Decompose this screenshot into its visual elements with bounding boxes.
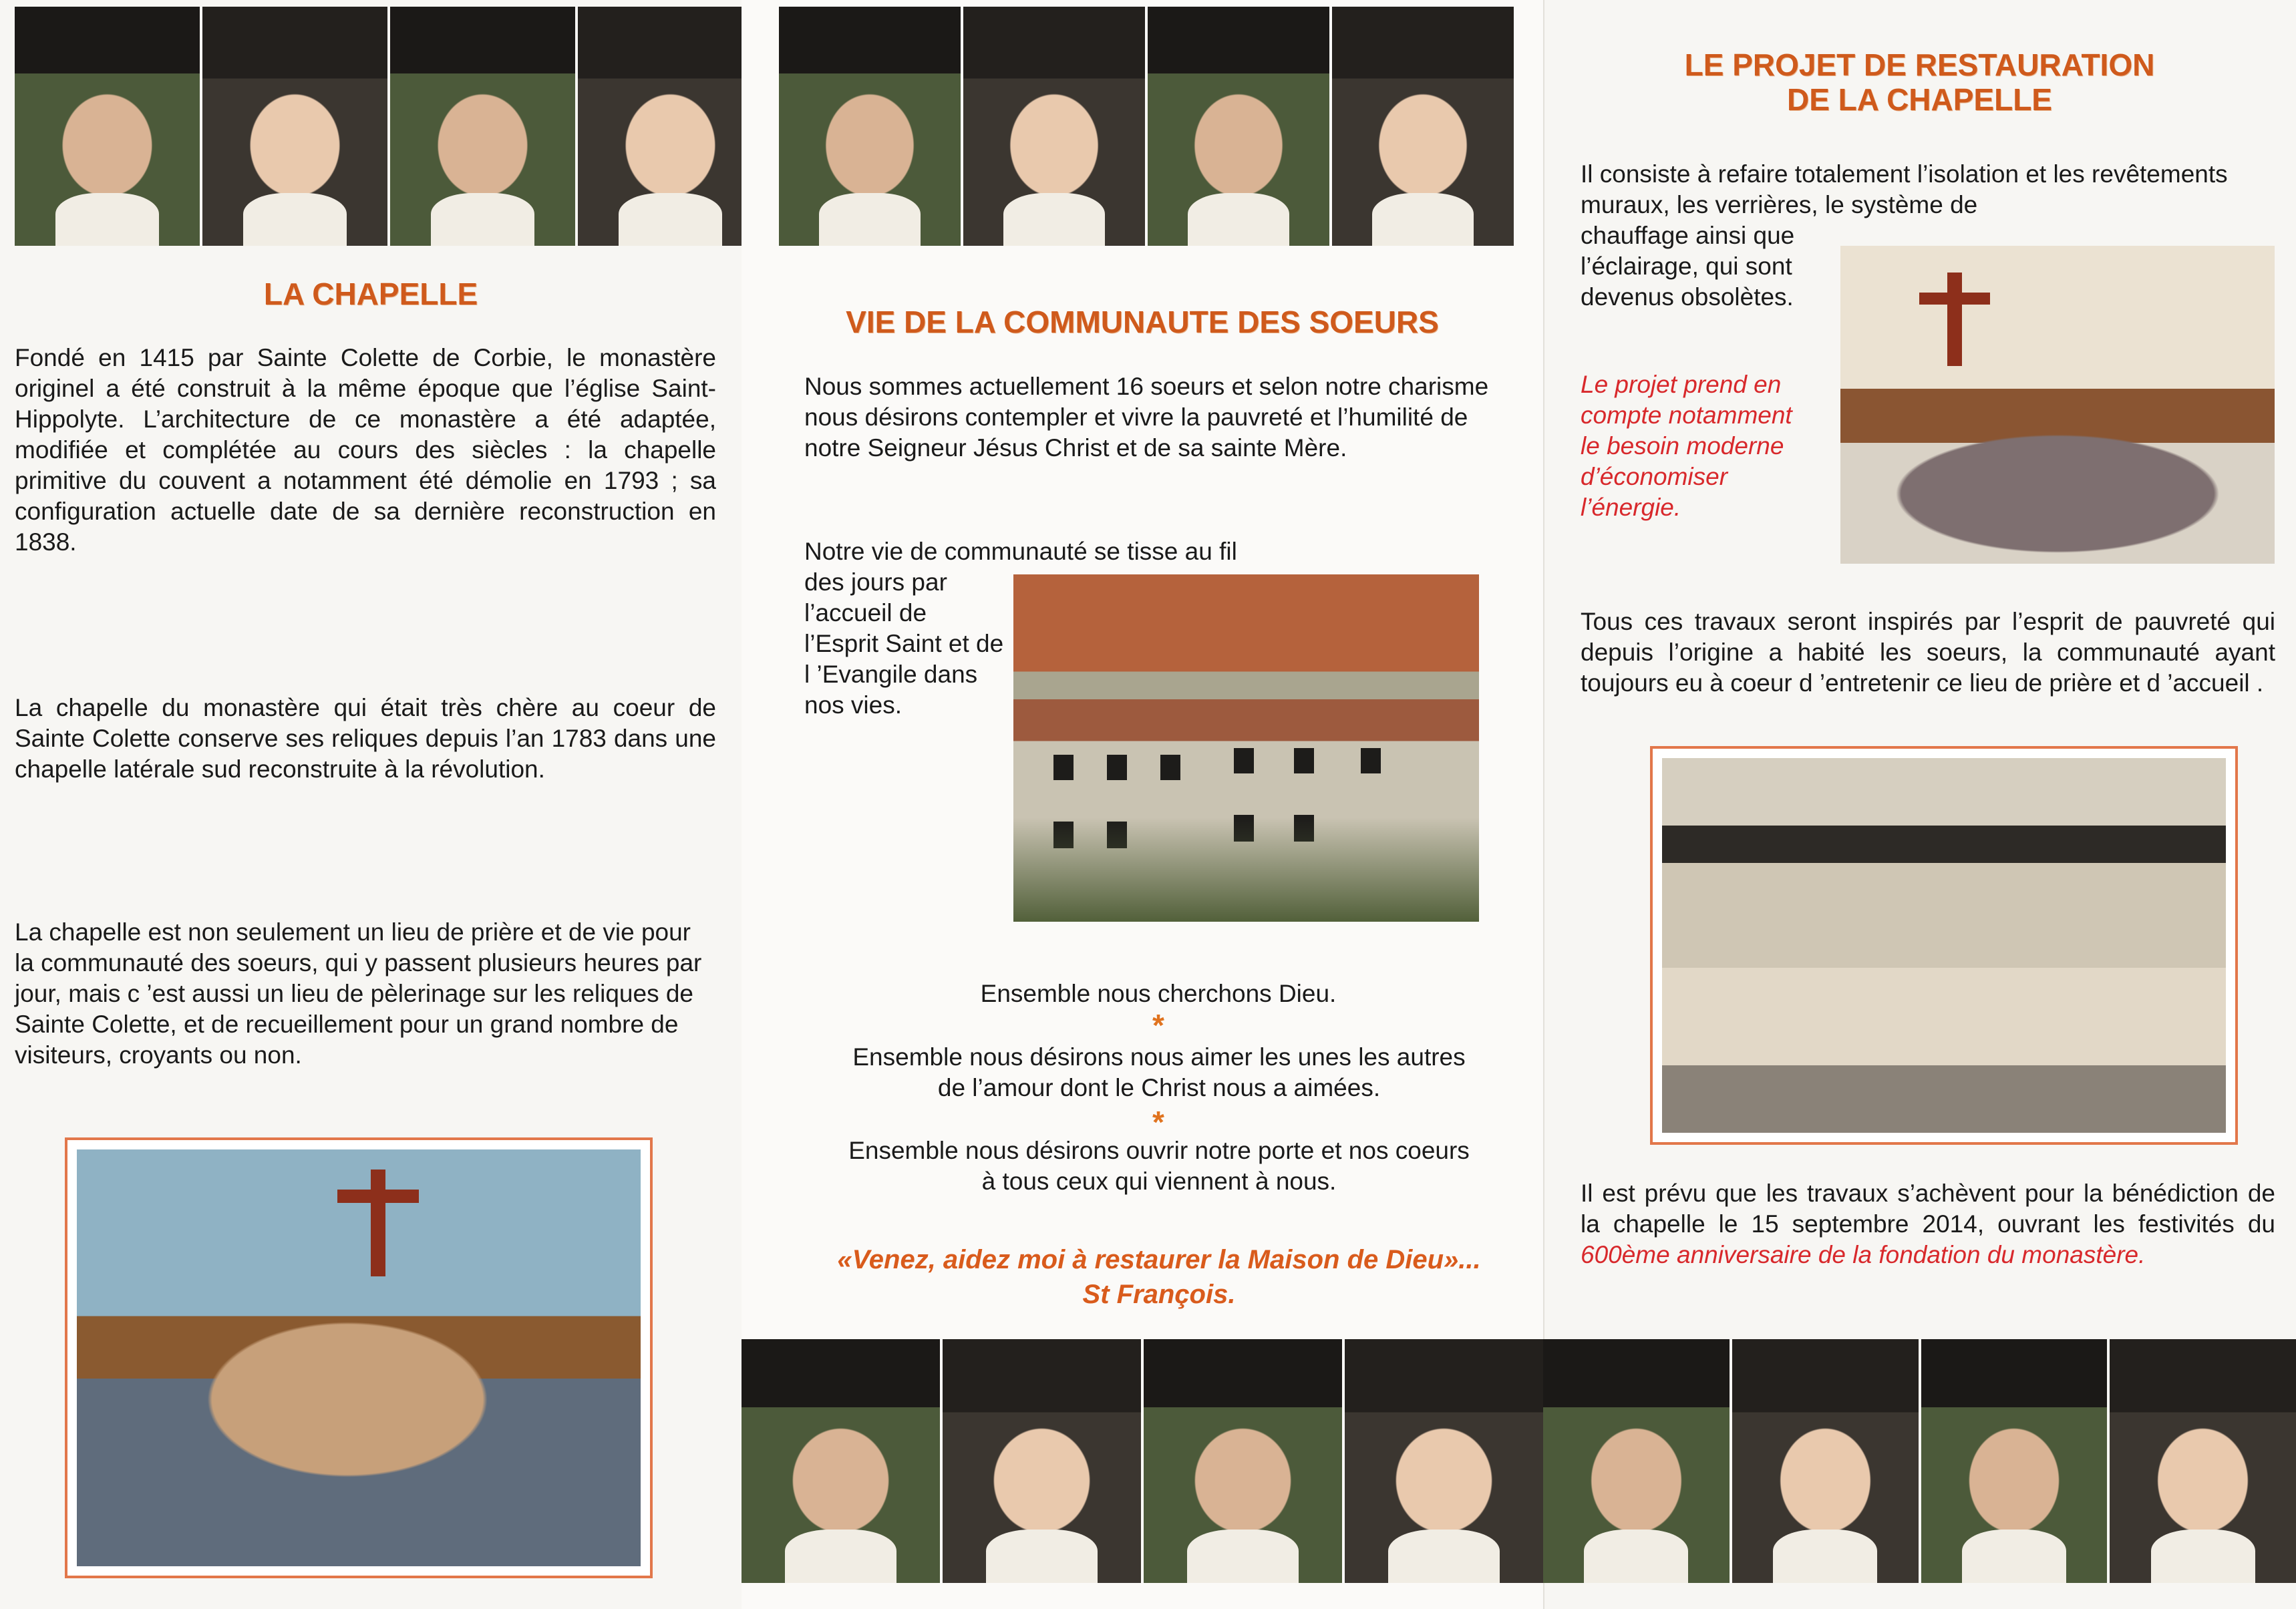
portrait-strip-bottom-middle <box>742 1339 1543 1583</box>
portrait-photo <box>15 7 200 246</box>
completion-text: Il est prévu que les travaux s’achèvent pour la bénédiction de la chapelle le 15 septembre 2014, ouvrant les festivités du <box>1581 1180 2275 1238</box>
portrait-photo <box>742 1339 940 1583</box>
portrait-photo <box>202 7 387 246</box>
portrait-strip-top-middle <box>779 7 1514 246</box>
section-title-chapelle: LA CHAPELLE <box>263 277 478 311</box>
chapelle-history-paragraph: Fondé en 1415 par Sainte Colette de Corbie, le monastère originel a été construit à la même époque que l’église Saint-Hippolyte. L’architecture de ce monastère a été adaptée, modifiée et complétée au cours des siècles : la chapelle primitive du couvent a notamment été démolie en 1793 ; sa configuration actuelle date de sa dernière reconstruction en 1838. <box>15 344 716 556</box>
poverty-spirit-paragraph: Tous ces travaux seront inspirés par l’esprit de pauvreté qui depuis l’origine a habité les soeurs, la communauté ayant toujours eu à coeur d ’entretenir ce lieu de prière et d ’accueil . <box>1581 608 2275 697</box>
section-title-projet-line1: LE PROJET DE RESTAURATION <box>1684 47 2155 82</box>
portrait-photo <box>1921 1339 2108 1583</box>
group-photo-frame <box>1650 746 2238 1145</box>
portrait-photo <box>1148 7 1329 246</box>
energy-saving-note: Le projet prend en compte notamment le besoin moderne d’économiser l’énergie. <box>1581 371 1792 521</box>
chapelle-relics-paragraph: La chapelle du monastère qui était très chère au coeur de Sainte Colette conserve ses reliques depuis l’an 1783 dans une chapelle latérale sud reconstruite à la révolution. <box>15 694 716 783</box>
panel-projet-restauration <box>1543 0 2296 1609</box>
portrait-strip-top-left <box>15 7 763 246</box>
panel-vie-communaute <box>742 0 1543 1609</box>
portrait-strip-bottom-right <box>1543 1339 2296 1583</box>
portrait-photo <box>578 7 763 246</box>
together-open-door: Ensemble nous désirons ouvrir notre porte et nos coeurs à tous ceux qui viennent à nous. <box>848 1137 1470 1195</box>
portrait-photo <box>1332 7 1514 246</box>
star-separator: * <box>1152 1008 1164 1043</box>
together-love: Ensemble nous désirons nous aimer les unes les autres de l’amour dont le Christ nous a aimées. <box>852 1043 1466 1101</box>
completion-paragraph <box>1581 1178 2275 1270</box>
portrait-photo <box>1144 1339 1342 1583</box>
section-title-projet-line2: DE LA CHAPELLE <box>1787 82 2052 117</box>
portrait-photo <box>390 7 575 246</box>
project-description-rest: chauffage ainsi que l’éclairage, qui sont devenus obsolètes. <box>1581 222 1795 311</box>
community-life-first-line: Notre vie de communauté se tisse au fil <box>804 538 1237 565</box>
panel-la-chapelle <box>0 0 742 1609</box>
chapel-interior-photo <box>77 1149 641 1566</box>
community-life-rest: des jours par l’accueil de l’Esprit Saint et de l ’Evangile dans nos vies. <box>804 568 1004 719</box>
portrait-photo <box>1732 1339 1919 1583</box>
anniversary-text: 600ème anniversaire de la fondation du monastère. <box>1581 1241 2146 1268</box>
portrait-photo <box>1543 1339 1730 1583</box>
portrait-photo <box>2110 1339 2296 1583</box>
portrait-photo <box>963 7 1145 246</box>
portrait-photo <box>1345 1339 1543 1583</box>
portrait-photo <box>943 1339 1141 1583</box>
monastery-building-photo <box>1013 574 1479 922</box>
section-title-vie-communaute: VIE DE LA COMMUNAUTE DES SOEURS <box>846 305 1439 339</box>
chapelle-pilgrimage-paragraph: La chapelle est non seulement un lieu de prière et de vie pour la communauté des soeurs, qui y passent plusieurs heures par jour, mais c ’est aussi un lieu de pèlerinage sur les reliques de Sainte Colette, et de recueillement pour un grand nombre de visiteurs, croyants ou non. <box>15 918 702 1069</box>
restoration-chapel-photo <box>1840 246 2275 564</box>
portrait-photo <box>779 7 961 246</box>
st-francois-quote: «Venez, aidez moi à restaurer la Maison de Dieu»... St François. <box>837 1245 1481 1309</box>
star-separator: * <box>1152 1105 1164 1139</box>
chapel-photo-frame <box>65 1137 653 1578</box>
community-group-photo <box>1662 758 2226 1133</box>
project-description-top: Il consiste à refaire totalement l’isolation et les revêtements muraux, les verrières, le système de <box>1581 160 2228 218</box>
together-seek-god: Ensemble nous cherchons Dieu. <box>980 980 1337 1007</box>
community-charism-paragraph: Nous sommes actuellement 16 soeurs et selon notre charisme nous désirons contempler et vivre la pauvreté et l’humilité de notre Seigneur Jésus Christ et de sa sainte Mère. <box>804 373 1489 462</box>
